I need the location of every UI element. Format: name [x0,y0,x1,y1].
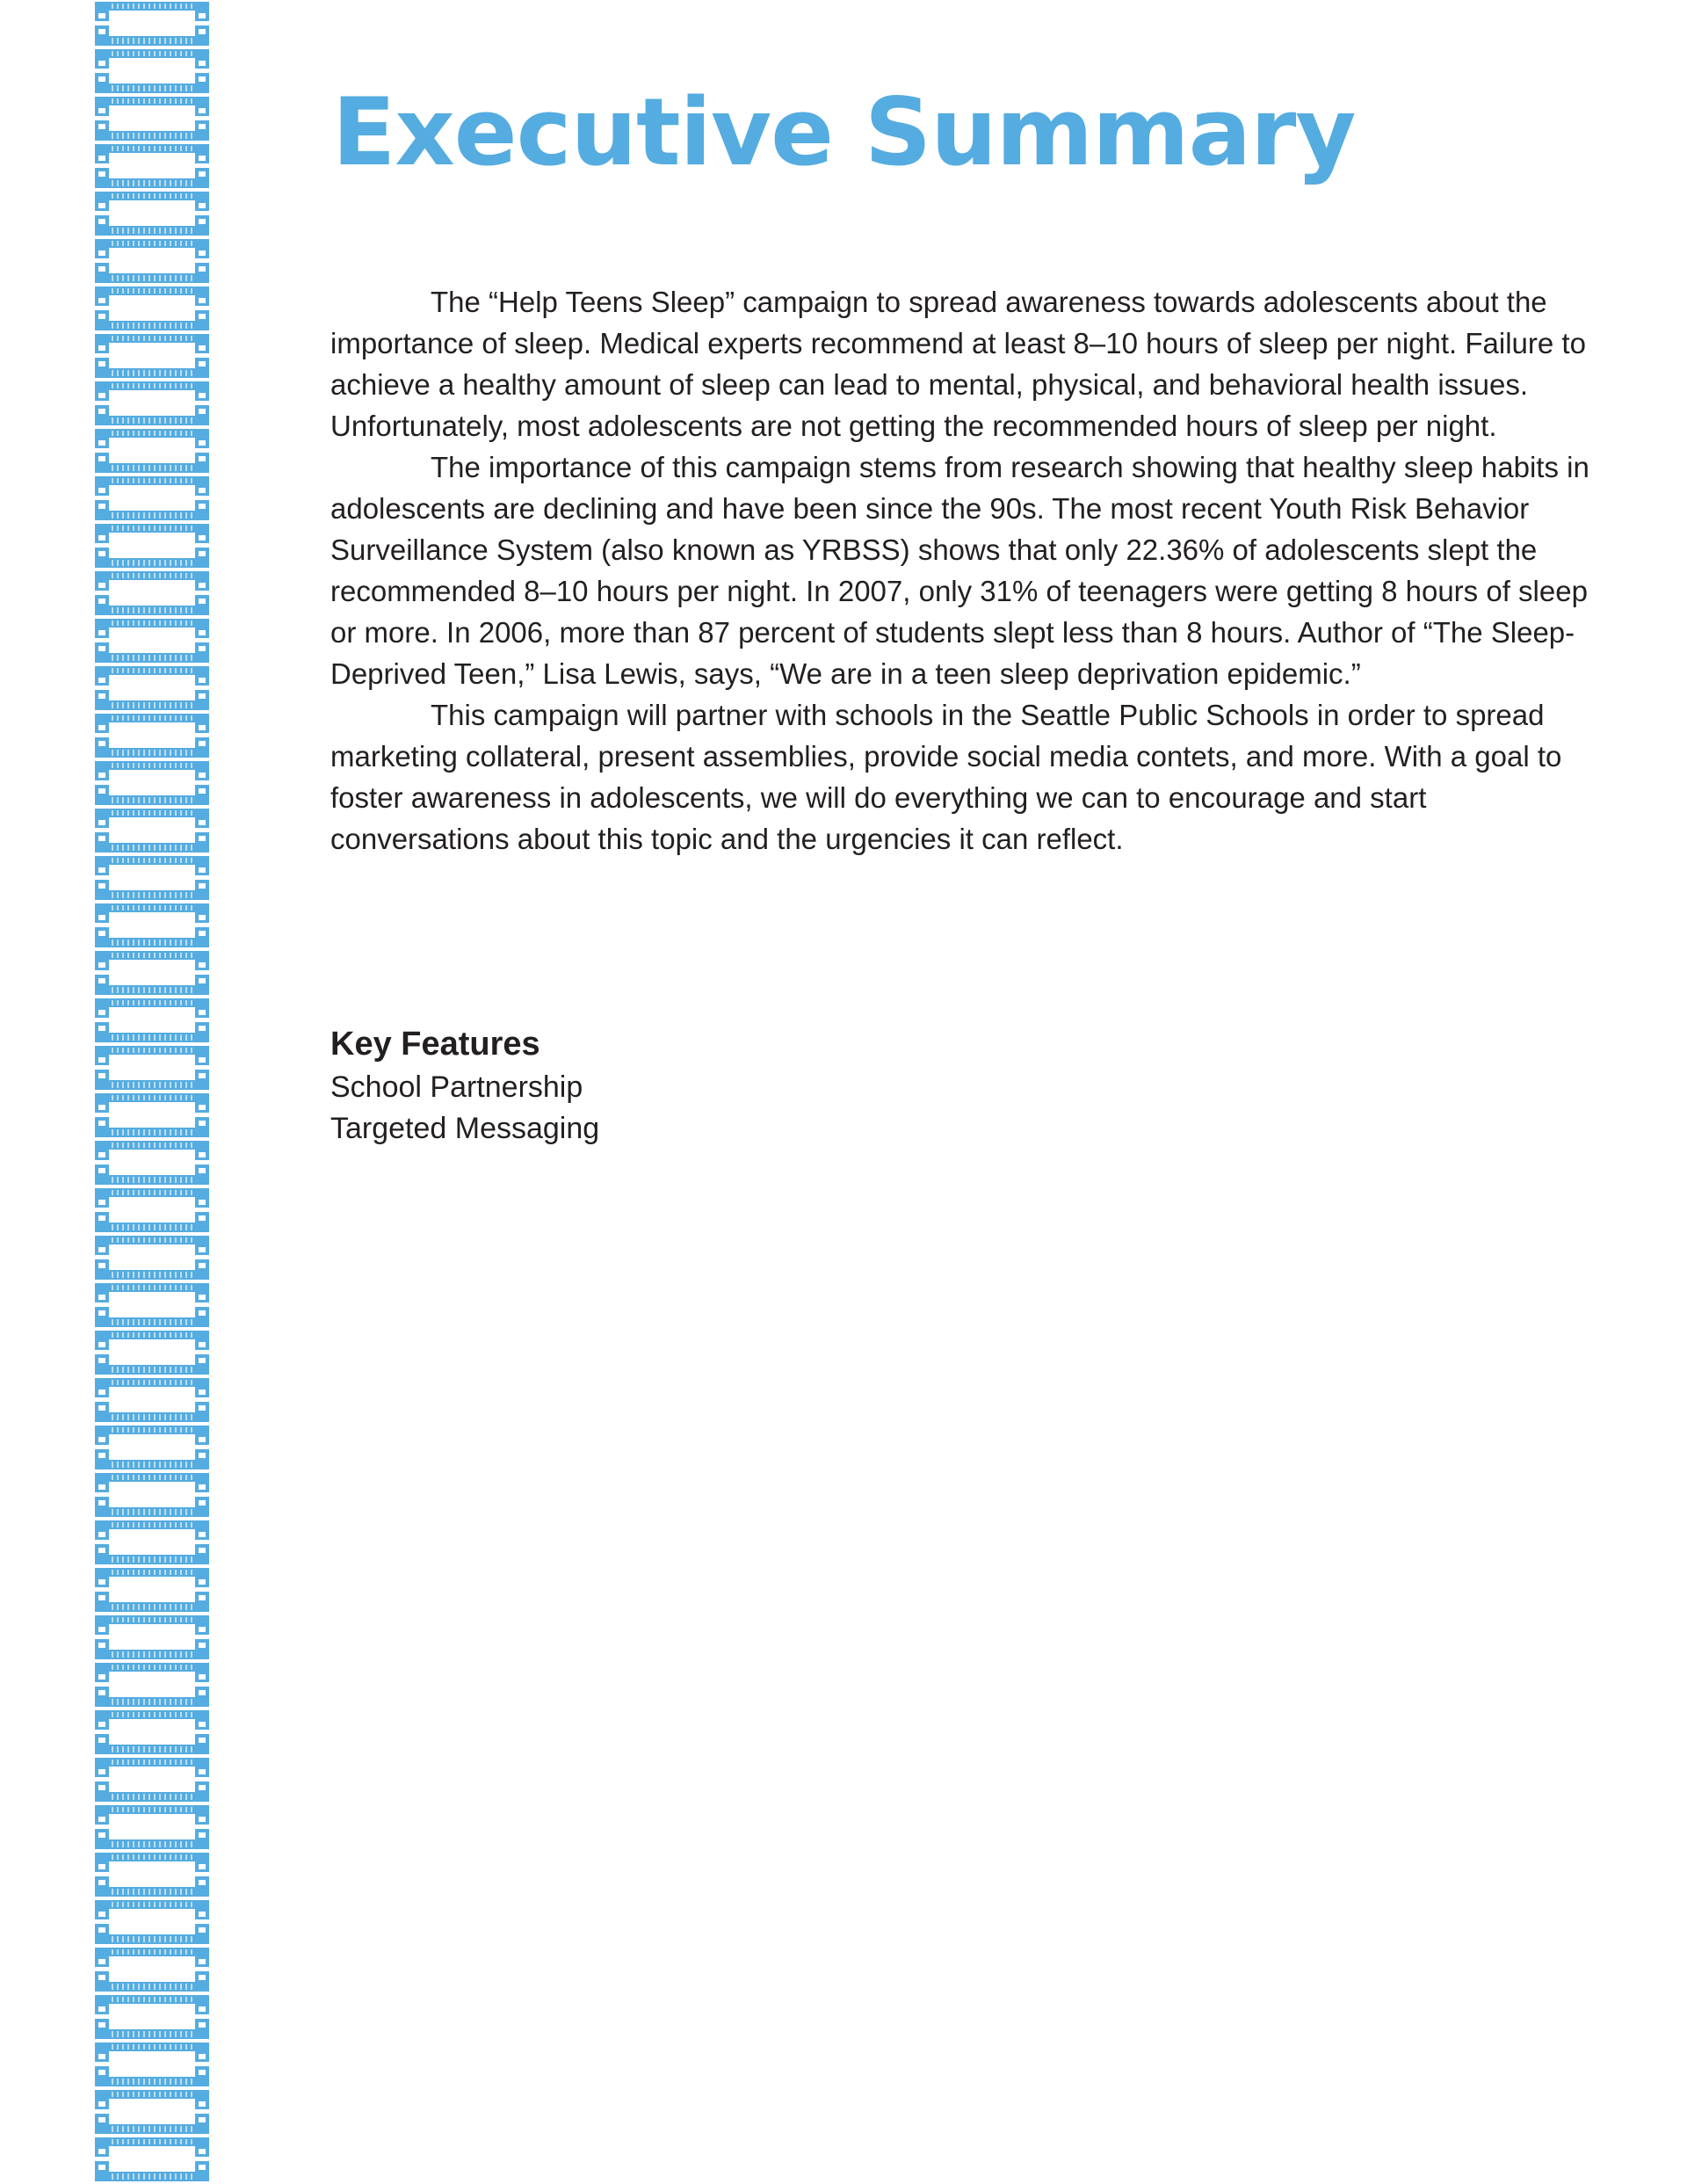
zigzag-border-svg [91,0,213,2184]
key-feature-item: Targeted Messaging [330,1112,600,1145]
summary-body [330,281,1596,860]
summary-paragraph: The “Help Teens Sleep” campaign to spread awareness towards adolescents about the importance of sleep. Medical experts recommend at least 8–10 hours of sleep per night. Failure to achieve a healthy amount of sleep can lead to mental, physical, and behavioral health issues. Unfortunately, most adolescents are not getting the recommended hours of sleep per night. [330,286,1586,442]
page-title: Executive Summary [332,78,1356,186]
key-feature-item: School Partnership [330,1070,583,1104]
key-features-section [330,1021,1033,1150]
decorative-border-pattern [91,0,213,2184]
summary-paragraph: The importance of this campaign stems from research showing that healthy sleep habits in adolescents are declining and have been since the 90s. The most recent Youth Risk Behavior Surveillance System (also known as YRBSS) shows that only 22.36% of adolescents slept the recommended 8–10 hours per night. In 2007, only 31% of teenagers were getting 8 hours of sleep or more. In 2006, more than 87 percent of students slept less than 8 hours. Author of “The Sleep-Deprived Teen,” Lisa Lewis, says, “We are in a teen sleep deprivation epidemic.” [330,451,1589,690]
summary-paragraph: This campaign will partner with schools in the Seattle Public Schools in order to spread marketing collateral, present assemblies, provide social media contets, and more. With a goal to foster awareness in adolescents, we will do everything we can to encourage and start conversations about this topic and the urgencies it can reflect. [330,699,1562,855]
key-features-heading: Key Features [330,1026,540,1063]
